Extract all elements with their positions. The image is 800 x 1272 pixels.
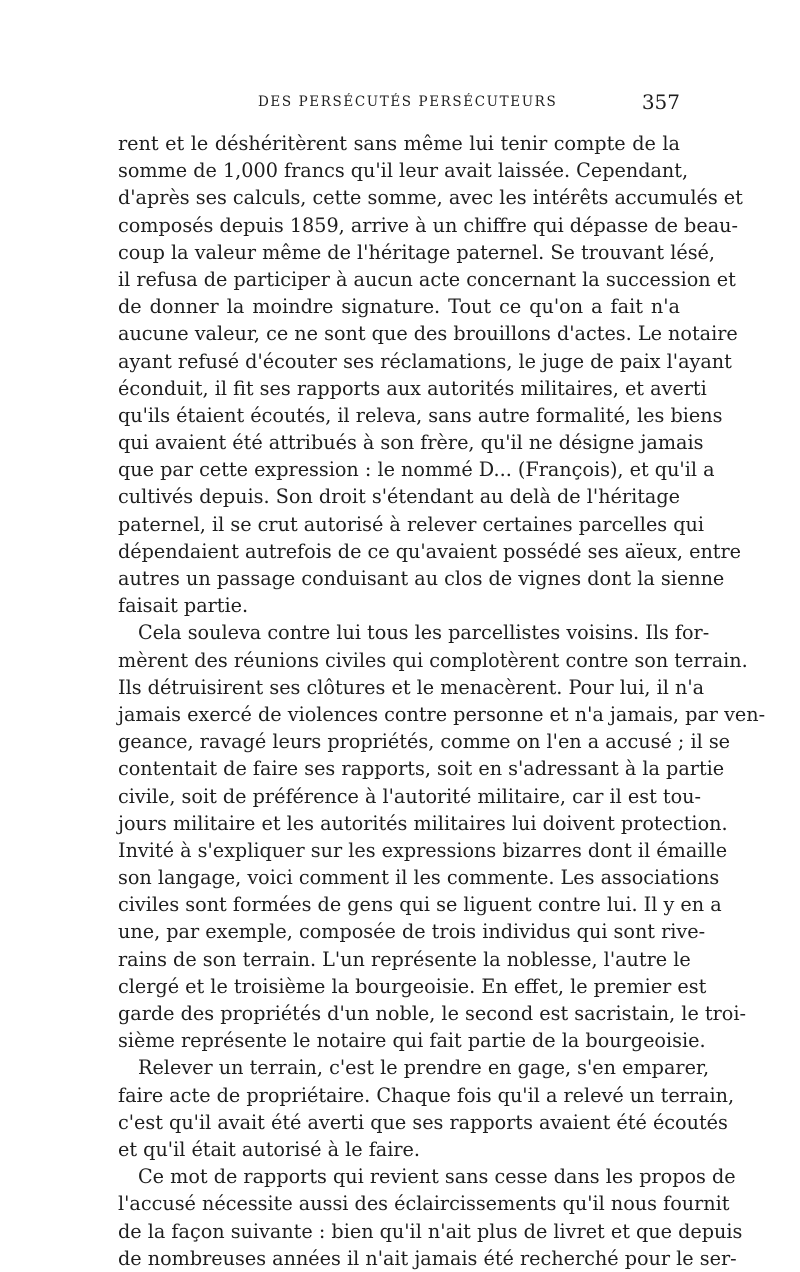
text-line: qui avaient été attribués à son frère, qu'il ne désigne jamais (118, 431, 704, 455)
text-line: l'accusé nécessite aussi des éclaircissements qu'il nous fournit (118, 1192, 730, 1216)
text-line: autres un passage conduisant au clos de vignes dont la sienne (118, 567, 725, 590)
text-line: civiles sont formées de gens qui se liguent contre lui. Il y en a (118, 893, 722, 917)
text-line: que par cette expression : le nommé D... (François), et qu'il a (118, 458, 715, 482)
text-line: son langage, voici comment il les commente. Les associations (118, 866, 720, 890)
body-text (118, 130, 766, 1272)
text-line: jours militaire et les autorités militaires lui doivent protection. (118, 811, 728, 835)
text-line: Ils détruisirent ses clôtures et le menacèrent. Pour lui, il n'a (118, 675, 705, 699)
page-number: 357 (641, 90, 680, 114)
text-line: d'après ses calculs, cette somme, avec les intérêts accumulés et (118, 186, 743, 210)
text-line: faire acte de propriétaire. Chaque fois qu'il a relevé un terrain, (118, 1083, 735, 1107)
text-line: qu'ils étaient écoutés, il releva, sans autre formalité, les biens (118, 403, 723, 427)
text-line: contentait de faire ses rapports, soit en s'adressant à la partie (118, 757, 725, 781)
text-line: faisait partie. (118, 594, 249, 618)
text-line: clergé et le troisième la bourgeoisie. En effet, le premier est (118, 974, 707, 998)
text-line: dépendaient autrefois de ce qu'avaient possédé ses aïeux, entre (118, 539, 742, 563)
text-line: Relever un terrain, c'est le prendre en gage, s'en emparer, (138, 1056, 710, 1080)
text-line: civile, soit de préférence à l'autorité militaire, car il est tou- (118, 784, 702, 808)
text-line: rains de son terrain. L'un représente la noblesse, l'autre le (118, 947, 691, 971)
text-line: cultivés depuis. Son droit s'étendant au delà de l'héritage (118, 485, 680, 509)
text-line: de la façon suivante : bien qu'il n'ait plus de livret et que depuis (118, 1219, 743, 1243)
running-title: DES PERSÉCUTÉS PERSÉCUTEURS (258, 94, 558, 110)
text-line: somme de 1,000 francs qu'il leur avait laissée. Cependant, (118, 159, 689, 183)
text-line: composés depuis 1859, arrive à un chiffre qui dépasse de beau- (118, 213, 738, 237)
text-line: mèrent des réunions civiles qui complotèrent contre son terrain. (118, 648, 748, 672)
text-line: ayant refusé d'écouter ses réclamations, le juge de paix l'ayant (118, 349, 732, 373)
text-line: Invité à s'expliquer sur les expressions bizarres dont il émaille (118, 838, 728, 862)
text-line: jamais exercé de violences contre personne et n'a jamais, par ven- (118, 702, 766, 726)
text-line: rent et le déshéritèrent sans même lui tenir compte de la (118, 132, 680, 155)
text-line: éconduit, il fit ses rapports aux autorités militaires, et averti (118, 376, 707, 400)
text-line: une, par exemple, composée de trois individus qui sont rive- (118, 920, 706, 944)
text-line: il refusa de participer à aucun acte concernant la succession et (118, 267, 736, 291)
text-line: geance, ravagé leurs propriétés, comme on l'en a accusé ; il se (118, 730, 731, 754)
text-line: de donner la moindre signature. Tout ce qu'on a fait n'a (118, 295, 680, 319)
text-line: et qu'il était autorisé à le faire. (118, 1137, 421, 1161)
text-line: de nombreuses années il n'ait jamais été recherché pour le ser- (118, 1246, 737, 1270)
running-header (118, 90, 680, 114)
text-line: Cela souleva contre lui tous les parcellistes voisins. Ils for- (138, 621, 710, 645)
text-line: Ce mot de rapports qui revient sans cesse dans les propos de (138, 1165, 736, 1189)
text-line: sième représente le notaire qui fait partie de la bourgeoisie. (118, 1029, 706, 1053)
text-line: c'est qu'il avait été averti que ses rapports avaient été écoutés (118, 1110, 728, 1134)
text-line: garde des propriétés d'un noble, le second est sacristain, le troi- (118, 1002, 746, 1025)
text-line: paternel, il se crut autorisé à relever certaines parcelles qui (118, 512, 705, 536)
text-line: coup la valeur même de l'héritage paternel. Se trouvant lésé, (118, 240, 716, 264)
text-line: aucune valeur, ce ne sont que des brouillons d'actes. Le notaire (118, 322, 738, 346)
